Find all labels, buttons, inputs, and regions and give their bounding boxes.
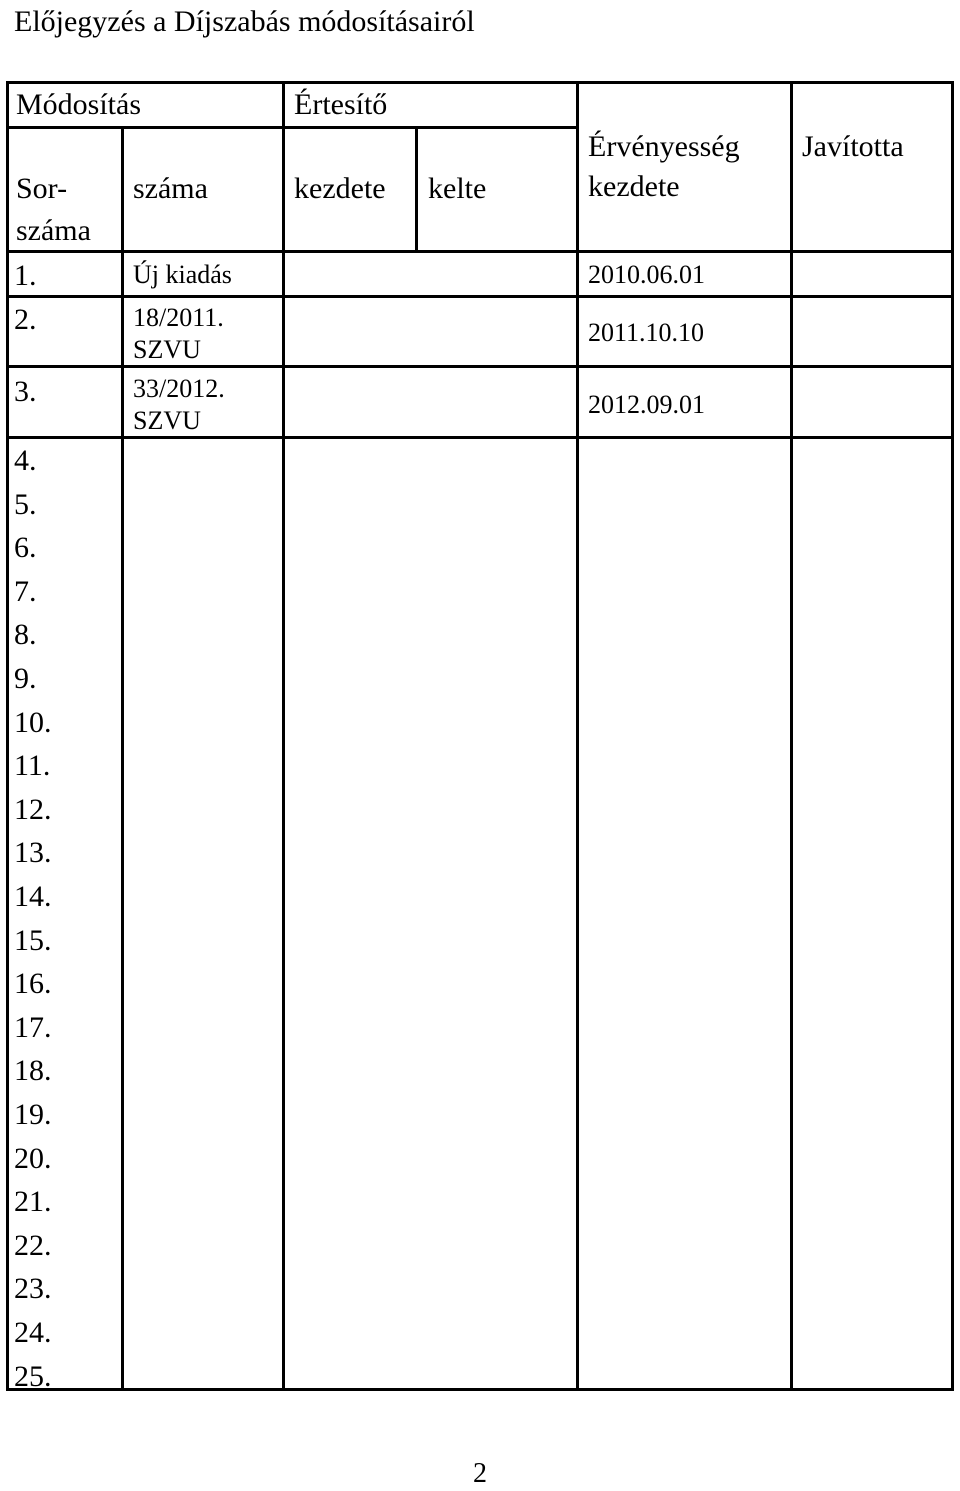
- row-number: 13.: [14, 836, 52, 870]
- header-ertesito: Értesítő: [294, 88, 388, 121]
- row-number: 23.: [14, 1272, 52, 1306]
- header-szama-wrap: száma: [16, 214, 91, 247]
- col-divider: [790, 84, 793, 1388]
- header-bottom-line: [9, 250, 951, 253]
- row-number: 15.: [14, 923, 52, 957]
- row-divider: [9, 436, 951, 439]
- entry-validity: 2011.10.10: [588, 318, 705, 347]
- row-number: 16.: [14, 967, 52, 1001]
- row-number: 21.: [14, 1185, 52, 1219]
- row-number: 6.: [14, 531, 37, 565]
- header-modositas: Módosítás: [16, 88, 142, 121]
- header-subdivider: [9, 126, 576, 129]
- header-kelte: kelte: [428, 172, 487, 205]
- col-divider: [415, 126, 418, 250]
- row-number: 12.: [14, 792, 52, 826]
- row-number: 8.: [14, 618, 37, 652]
- row-number: 9.: [14, 662, 37, 695]
- entry-modification-line1: 33/2012.: [133, 374, 225, 403]
- entry-modification-line2: SZVU: [133, 406, 201, 435]
- row-number: 22.: [14, 1228, 52, 1262]
- row-number: 20.: [14, 1141, 52, 1175]
- page-title: Előjegyzés a Díjszabás módosításairól: [14, 5, 475, 38]
- entry-number: 2.: [14, 303, 37, 336]
- row-number: 14.: [14, 880, 52, 913]
- entry-modification: Új kiadás: [133, 260, 232, 289]
- header-sor: Sor-: [16, 172, 68, 205]
- row-number: 17.: [14, 1010, 52, 1044]
- col-divider: [576, 84, 579, 1388]
- col-divider: [121, 126, 124, 1388]
- entry-validity: 2010.06.01: [588, 260, 705, 289]
- entry-number: 1.: [14, 259, 37, 292]
- header-javitotta: Javította: [802, 130, 904, 163]
- row-number: 18.: [14, 1054, 52, 1088]
- entry-modification-line2: SZVU: [133, 335, 201, 364]
- header-kezdete: kezdete: [294, 172, 386, 205]
- header-ervenyesseg: Érvényesség: [588, 130, 740, 163]
- entry-number: 3.: [14, 375, 37, 408]
- row-number: 5.: [14, 487, 37, 521]
- row-number: 4.: [14, 444, 37, 477]
- entry-validity: 2012.09.01: [588, 390, 705, 419]
- row-number: 10.: [14, 705, 52, 739]
- row-divider: [9, 365, 951, 368]
- entry-modification-line1: 18/2011.: [133, 303, 224, 332]
- page-number: 2: [473, 1458, 487, 1489]
- row-number: 19.: [14, 1098, 52, 1131]
- row-number: 11.: [14, 749, 51, 783]
- row-number: 25.: [14, 1359, 52, 1393]
- header-ervenyesseg-kezdete: kezdete: [588, 170, 680, 203]
- col-divider: [282, 84, 285, 1388]
- row-number: 7.: [14, 574, 37, 608]
- header-szama: száma: [133, 172, 208, 205]
- row-number: 24.: [14, 1316, 52, 1349]
- row-divider: [9, 295, 951, 298]
